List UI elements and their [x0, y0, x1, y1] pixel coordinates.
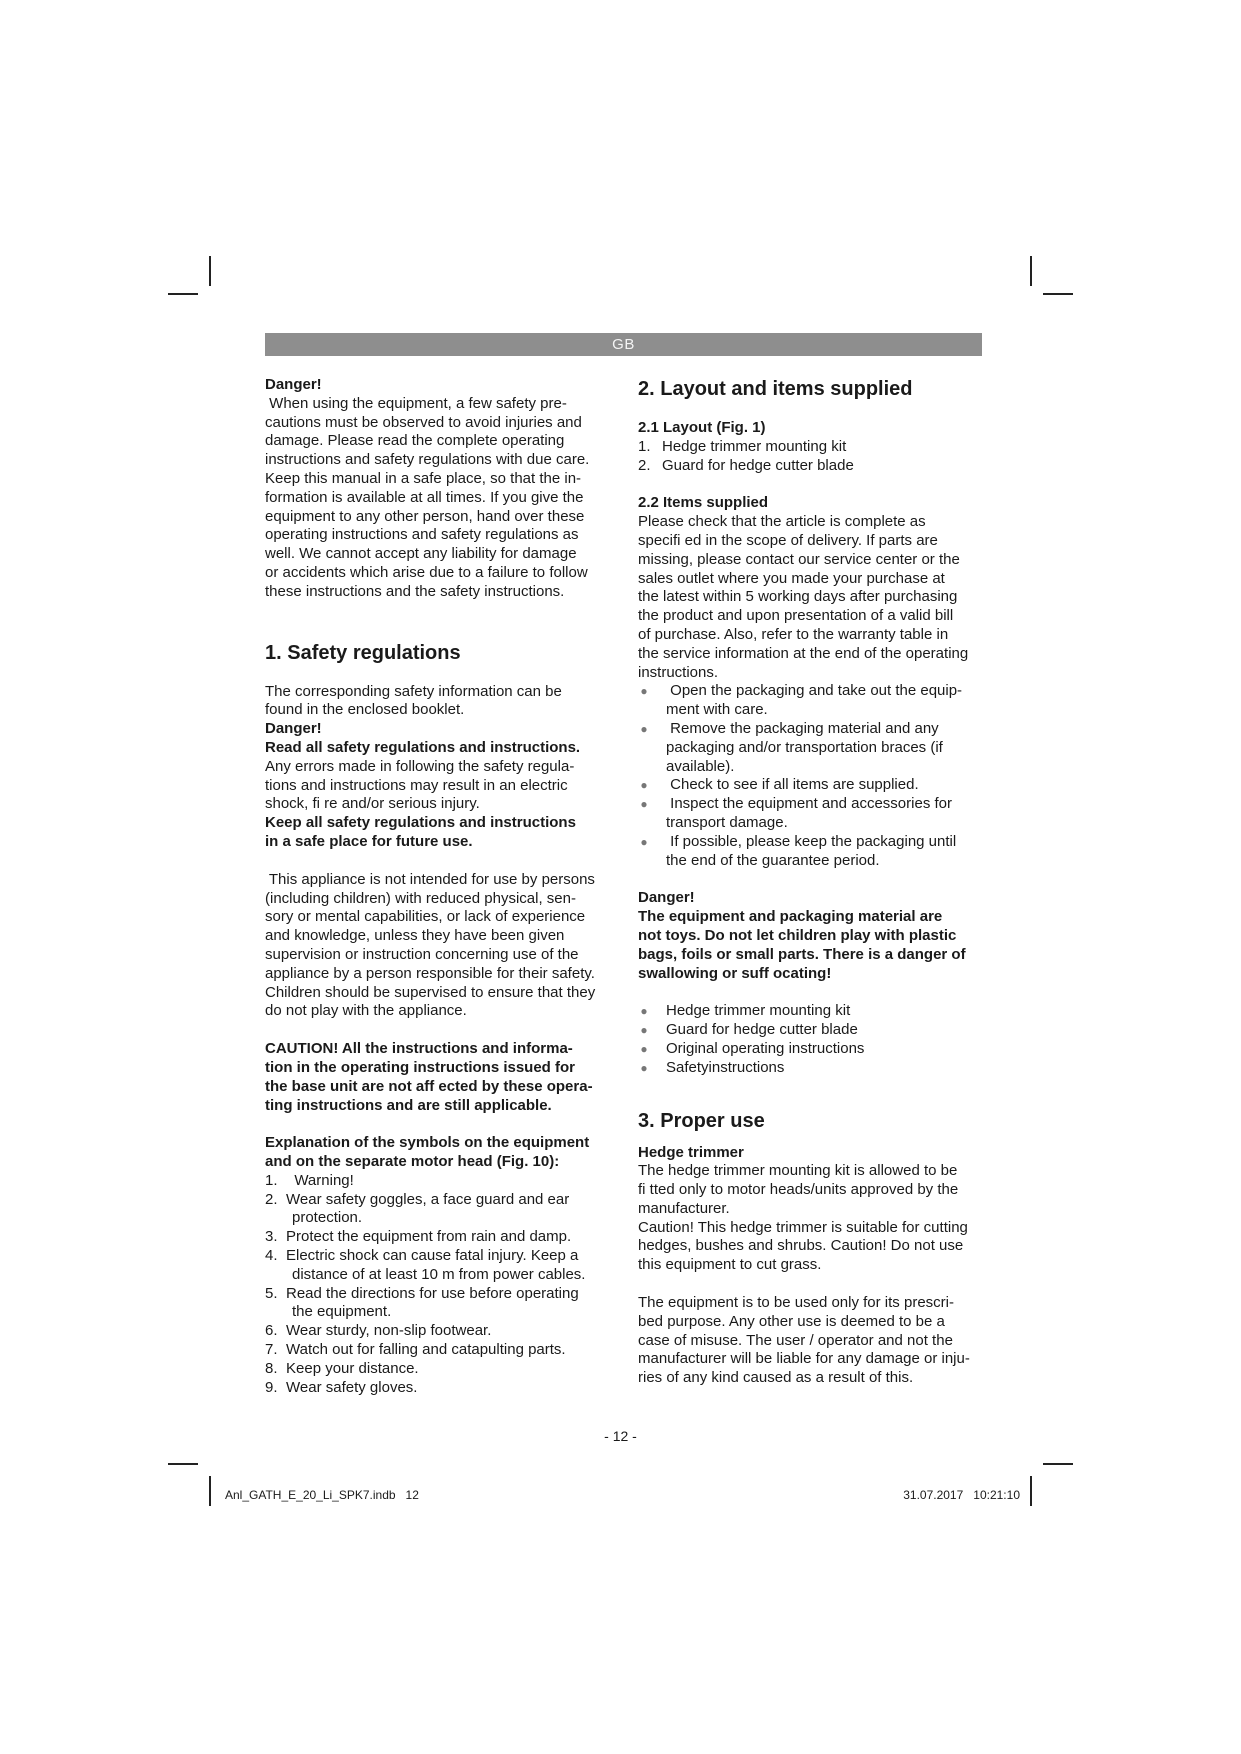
layout-subtitle: 2.1 Layout (Fig. 1): [638, 419, 766, 436]
list-text: Original operating instructions: [666, 1039, 865, 1057]
text-line: hedges, bushes and shrubs. Caution! Do not use: [638, 1237, 964, 1255]
list-item: [265, 1341, 615, 1360]
text-line: The corresponding safety information can be: [265, 682, 562, 700]
list-item: [265, 1191, 615, 1229]
footer-datetime: 31.07.2017 10:21:10: [903, 1488, 1020, 1502]
items-subtitle: 2.2 Items supplied: [638, 494, 769, 512]
text-line: the product and upon presentation of a valid bill: [638, 607, 954, 625]
text-line: these instructions and the safety instructions.: [265, 582, 565, 600]
list-number: 2.: [638, 456, 651, 474]
text-line: and on the separate motor head (Fig. 10):: [265, 1153, 560, 1171]
list-text: [286, 1341, 566, 1360]
text-line: ting instructions and are still applicable.: [265, 1096, 552, 1114]
text-line: the service information at the end of the operating: [638, 644, 969, 662]
supplied-list: [638, 1002, 984, 1077]
text-line: manufacturer will be liable for any damage or inju-: [638, 1350, 970, 1368]
text-line: instructions.: [638, 663, 719, 681]
text-line: case of misuse. The user / operator and not the: [638, 1331, 953, 1349]
symbols-heading: [265, 1134, 615, 1172]
list-number: 2.: [265, 1190, 278, 1208]
text-line: tions and instructions may result in an electric: [265, 776, 568, 794]
text-line: Any errors made in following the safety regula-: [265, 757, 575, 775]
text-line: the base unit are not aff ected by these opera-: [265, 1077, 593, 1095]
text-line: the equipment.: [292, 1303, 392, 1321]
hedge-trimmer-subtitle: Hedge trimmer: [638, 1143, 744, 1161]
bullet-item: [638, 720, 984, 776]
list-text: [286, 1322, 491, 1341]
list-item: [265, 1379, 615, 1398]
text-line: missing, please contact our service center or the: [638, 550, 960, 568]
bullet-item: [638, 1059, 984, 1078]
text-line: damage. Please read the complete operating: [265, 432, 565, 450]
text-line: transport damage.: [666, 813, 788, 831]
text-line: packaging and/or transportation braces (if: [666, 738, 943, 756]
text-line: the latest within 5 working days after purchasing: [638, 588, 958, 606]
intro-paragraph: [265, 395, 615, 602]
list-item: [265, 1322, 615, 1341]
caution-paragraph: [638, 1219, 984, 1275]
list-number: 3.: [265, 1228, 278, 1246]
text-line: do not play with the appliance.: [265, 1002, 467, 1020]
text-line: Children should be supervised to ensure that they: [265, 983, 596, 1001]
text-line: and knowledge, unless they have been given: [265, 927, 565, 945]
text-line: Keep this manual in a safe place, so that the in-: [265, 469, 582, 487]
text-line: Keep your distance.: [286, 1359, 419, 1377]
text-line: swallowing or suff ocating!: [638, 964, 832, 982]
bullet-icon: ●: [640, 797, 648, 812]
bullet-icon: ●: [640, 721, 648, 736]
list-item: [638, 457, 984, 476]
text-line: Protect the equipment from rain and damp.: [286, 1228, 572, 1246]
text-line: protection.: [292, 1209, 363, 1227]
list-text: [286, 1360, 419, 1379]
text-line: bags, foils or small parts. There is a danger of: [638, 945, 966, 963]
text-line: formation is available at all times. If you give the: [265, 488, 584, 506]
list-text: Guard for hedge cutter blade: [662, 456, 854, 474]
section-title-layout: 2. Layout and items supplied: [638, 378, 913, 400]
text-line: supervision or instruction concerning use of the: [265, 945, 579, 963]
footer-filename: Anl_GATH_E_20_Li_SPK7.indb 12: [225, 1488, 419, 1502]
symbols-list: [265, 1172, 615, 1398]
bullet-icon: ●: [640, 834, 648, 849]
text-line: sales outlet where you made your purchase at: [638, 569, 945, 587]
left-column: [265, 376, 615, 1397]
text-line: Read the directions for use before operating: [286, 1284, 579, 1302]
bullet-icon: ●: [640, 1041, 648, 1056]
text-line: equipment to any other person, hand over these: [265, 507, 585, 525]
text-line: sory or mental capabilities, or lack of experience: [265, 908, 586, 926]
bullet-icon: ●: [640, 1023, 648, 1038]
list-text: [286, 1191, 569, 1229]
crop-mark: [209, 256, 211, 286]
danger-heading: Danger!: [265, 720, 322, 738]
text-line: Watch out for falling and catapulting parts.: [286, 1341, 566, 1359]
crop-mark: [1043, 1463, 1073, 1465]
text-line: Open the packaging and take out the equip-: [666, 682, 963, 700]
list-text: [286, 1285, 579, 1323]
safety-paragraph: [265, 683, 615, 721]
text-line: Electric shock can cause fatal injury. Keep a: [286, 1247, 579, 1265]
crop-mark: [209, 1476, 211, 1506]
text-line: well. We cannot accept any liability for damage: [265, 545, 577, 563]
bullet-item: [638, 682, 984, 720]
bullet-icon: ●: [640, 1004, 648, 1019]
text-line: available).: [666, 757, 735, 775]
list-number: 4.: [265, 1247, 278, 1265]
text-line: Caution! This hedge trimmer is suitable for cutting: [638, 1218, 968, 1236]
list-number: 6.: [265, 1322, 278, 1340]
text-line: operating instructions and safety regulations as: [265, 526, 579, 544]
list-item: [265, 1172, 615, 1191]
right-column: [638, 376, 984, 1388]
text-line: Wear safety gloves.: [286, 1378, 418, 1396]
list-text: Guard for hedge cutter blade: [666, 1021, 858, 1039]
text-line: Please check that the article is complete as: [638, 513, 926, 531]
text-line: Wear safety goggles, a face guard and ear: [286, 1190, 570, 1208]
list-item: [638, 438, 984, 457]
crop-mark: [1030, 1476, 1032, 1506]
text-line: The equipment and packaging material are: [638, 908, 943, 926]
list-item: [265, 1247, 615, 1285]
list-item: [265, 1228, 615, 1247]
text-line: instructions and safety regulations with due care.: [265, 451, 590, 469]
text-line: tion in the operating instructions issued for: [265, 1058, 576, 1076]
text-line: CAUTION! All the instructions and informa-: [265, 1040, 573, 1058]
text-line: specifi ed in the scope of delivery. If parts are: [638, 531, 938, 549]
list-item: [265, 1360, 615, 1379]
text-line: this equipment to cut grass.: [638, 1256, 822, 1274]
list-text: [286, 1172, 354, 1191]
text-line: (including children) with reduced physical, sen-: [265, 889, 576, 907]
text-line: Explanation of the symbols on the equipment: [265, 1134, 590, 1152]
list-text: [286, 1247, 585, 1285]
bullet-item: [638, 1040, 984, 1059]
proper-use-paragraph: [638, 1162, 984, 1218]
danger-heading: Danger!: [265, 376, 322, 393]
danger-heading: Danger!: [638, 889, 695, 907]
list-number: 9.: [265, 1378, 278, 1396]
section-title-proper-use: 3. Proper use: [638, 1109, 765, 1132]
list-text: [286, 1228, 571, 1247]
text-line: or accidents which arise due to a failure to follow: [265, 563, 588, 581]
text-line: fi tted only to motor heads/units approved by the: [638, 1181, 959, 1199]
keep-heading: [265, 814, 615, 852]
crop-mark: [168, 293, 198, 295]
text-line: Inspect the equipment and accessories for: [666, 795, 952, 813]
list-number: 1.: [638, 437, 651, 455]
danger-warning: [638, 908, 984, 983]
text-line: distance of at least 10 m from power cables.: [292, 1265, 586, 1283]
crop-mark: [1043, 293, 1073, 295]
list-text: Hedge trimmer mounting kit: [662, 437, 847, 455]
text-line: Wear sturdy, non-slip footwear.: [286, 1322, 492, 1340]
text-line: not toys. Do not let children play with plastic: [638, 926, 957, 944]
section-title-safety: 1. Safety regulations: [265, 641, 461, 664]
text-line: shock, fi re and/or serious injury.: [265, 795, 480, 813]
text-line: ment with care.: [666, 701, 768, 719]
misuse-paragraph: [638, 1294, 984, 1388]
text-line: ries of any kind caused as a result of this.: [638, 1369, 914, 1387]
list-number: 1.: [265, 1171, 278, 1189]
text-line: found in the enclosed booklet.: [265, 701, 465, 719]
list-text: [286, 1379, 417, 1398]
language-header-bar: GB: [265, 333, 982, 356]
list-number: 8.: [265, 1359, 278, 1377]
text-line: The equipment is to be used only for its prescri-: [638, 1294, 954, 1312]
text-line: manufacturer.: [638, 1199, 730, 1217]
text-line: bed purpose. Any other use is deemed to be a: [638, 1312, 945, 1330]
text-line: Warning!: [286, 1171, 354, 1189]
text-line: Check to see if all items are supplied.: [666, 776, 919, 794]
bullet-icon: ●: [640, 1060, 648, 1075]
list-text: Hedge trimmer mounting kit: [666, 1002, 851, 1020]
list-text: Safetyinstructions: [666, 1058, 785, 1076]
text-line: Keep all safety regulations and instructions: [265, 814, 576, 832]
text-line: When using the equipment, a few safety pre-: [265, 394, 567, 412]
bullet-item: [638, 1002, 984, 1021]
page-number: - 12 -: [604, 1428, 637, 1444]
errors-paragraph: [265, 758, 615, 814]
list-number: 5.: [265, 1284, 278, 1302]
text-line: the end of the guarantee period.: [666, 851, 880, 869]
text-line: in a safe place for future use.: [265, 832, 473, 850]
text-line: cautions must be observed to avoid injuries and: [265, 413, 582, 431]
items-paragraph: [638, 513, 984, 682]
text-line: The hedge trimmer mounting kit is allowed to be: [638, 1162, 958, 1180]
text-line: appliance by a person responsible for their safety.: [265, 964, 595, 982]
crop-mark: [1030, 256, 1032, 286]
appliance-paragraph: [265, 871, 615, 1021]
crop-mark: [168, 1463, 198, 1465]
bullet-icon: ●: [640, 684, 648, 699]
bullet-item: [638, 833, 984, 871]
text-line: If possible, please keep the packaging until: [666, 832, 957, 850]
bullet-icon: ●: [640, 778, 648, 793]
check-bullet-list: [638, 682, 984, 870]
bullet-item: [638, 776, 984, 795]
text-line: of purchase. Also, refer to the warranty table in: [638, 625, 949, 643]
bullet-item: [638, 795, 984, 833]
layout-list: [638, 438, 984, 476]
bullet-item: [638, 1021, 984, 1040]
text-line: Remove the packaging material and any: [666, 719, 939, 737]
read-all-heading: Read all safety regulations and instructions.: [265, 738, 581, 756]
text-line: This appliance is not intended for use by persons: [265, 870, 595, 888]
list-number: 7.: [265, 1341, 278, 1359]
caution-paragraph: [265, 1040, 615, 1115]
list-item: [265, 1285, 615, 1323]
